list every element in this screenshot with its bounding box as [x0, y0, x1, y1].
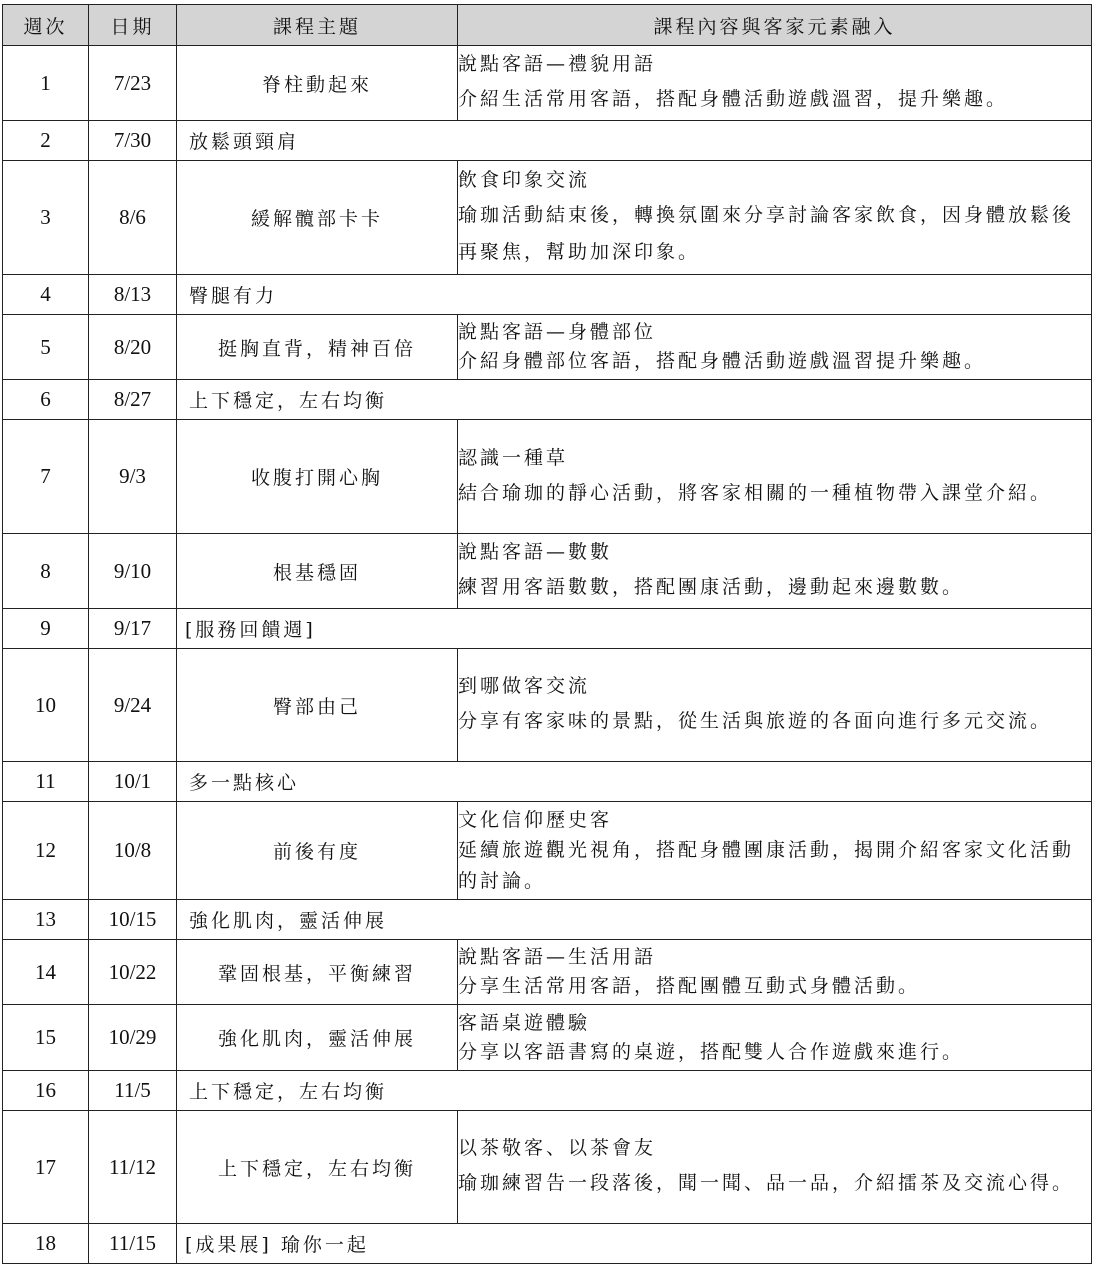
content-desc: 練習用客語數數，搭配團康活動，邊動起來邊數數。: [458, 576, 965, 598]
date-cell: 9/17: [89, 609, 177, 649]
date-cell: 9/24: [89, 649, 177, 762]
course-schedule-table: [2, 4, 1092, 1264]
date-cell: 11/15: [89, 1224, 177, 1264]
table-row: [3, 161, 1092, 275]
date-cell: 9/3: [89, 420, 177, 534]
table-row: [3, 1224, 1092, 1264]
content-cell: [458, 649, 1092, 762]
week-cell: 2: [3, 121, 89, 161]
week-cell: 5: [3, 315, 89, 380]
week-cell: 16: [3, 1071, 89, 1111]
content-cell: [458, 161, 1092, 275]
content-title: 文化信仰歷史客: [458, 808, 613, 831]
date-cell: 11/12: [89, 1111, 177, 1224]
table-row: [3, 315, 1092, 380]
date-cell: 10/1: [89, 762, 177, 802]
date-cell: 8/6: [89, 161, 177, 275]
week-cell: 10: [3, 649, 89, 762]
week-cell: 9: [3, 609, 89, 649]
topic-cell: 上下穩定，左右均衡: [177, 1071, 1092, 1111]
content-desc: 結合瑜珈的靜心活動，將客家相關的一種植物帶入課堂介紹。: [458, 481, 1053, 504]
date-cell: 7/23: [89, 46, 177, 121]
date-cell: 10/8: [89, 802, 177, 900]
content-cell: [458, 1111, 1092, 1224]
table-row: [3, 275, 1092, 315]
content-title: 飲食印象交流: [458, 169, 591, 191]
table-row: [3, 649, 1092, 762]
content-desc: 分享以客語書寫的桌遊，搭配雙人合作遊戲來進行。: [458, 1040, 965, 1063]
content-desc: 分享有客家味的景點，從生活與旅遊的各面向進行多元交流。: [458, 710, 1053, 732]
week-cell: 7: [3, 420, 89, 534]
content-cell: [458, 46, 1092, 121]
table-row: [3, 380, 1092, 420]
header-topic: 課程主題: [177, 5, 458, 46]
content-title: 以茶敬客、以茶會友: [458, 1137, 657, 1159]
week-cell: 6: [3, 380, 89, 420]
content-cell: [458, 1005, 1092, 1071]
table-row: [3, 121, 1092, 161]
content-title: 客語桌遊體驗: [458, 1011, 591, 1034]
week-cell: 14: [3, 940, 89, 1005]
week-cell: 18: [3, 1224, 89, 1264]
date-cell: 8/27: [89, 380, 177, 420]
content-desc: 瑜珈練習告一段落後，聞一聞、品一品，介紹擂茶及交流心得。: [458, 1172, 1075, 1194]
content-title: 說點客語—生活用語: [458, 946, 657, 968]
topic-cell: 鞏固根基，平衡練習: [177, 940, 458, 1005]
content-cell: [458, 315, 1092, 380]
date-cell: 10/22: [89, 940, 177, 1005]
content-desc: 介紹身體部位客語，搭配身體活動遊戲溫習提升樂趣。: [458, 350, 987, 372]
topic-cell: 緩解髖部卡卡: [177, 161, 458, 275]
header-content: 課程內容與客家元素融入: [458, 5, 1092, 46]
content-cell: [458, 940, 1092, 1005]
content-desc: 介紹生活常用客語，搭配身體活動遊戲溫習，提升樂趣。: [458, 88, 1009, 110]
topic-cell: [服務回饋週]: [177, 609, 1092, 649]
topic-cell: 臀腿有力: [177, 275, 1092, 315]
topic-cell: [成果展] 瑜你一起: [177, 1224, 1092, 1264]
content-title: 認識一種草: [458, 446, 569, 469]
topic-cell: 根基穩固: [177, 534, 458, 609]
table-row: [3, 46, 1092, 121]
date-cell: 10/15: [89, 900, 177, 940]
topic-cell: 收腹打開心胸: [177, 420, 458, 534]
topic-cell: 多一點核心: [177, 762, 1092, 802]
table-row: [3, 609, 1092, 649]
date-cell: 9/10: [89, 534, 177, 609]
table-row: [3, 762, 1092, 802]
table-row: [3, 1005, 1092, 1071]
topic-cell: 上下穩定，左右均衡: [177, 380, 1092, 420]
week-cell: 13: [3, 900, 89, 940]
content-cell: [458, 802, 1092, 900]
topic-cell: 強化肌肉，靈活伸展: [177, 900, 1092, 940]
week-cell: 3: [3, 161, 89, 275]
topic-cell: 脊柱動起來: [177, 46, 458, 121]
date-cell: 7/30: [89, 121, 177, 161]
content-cell: [458, 534, 1092, 609]
date-cell: 8/20: [89, 315, 177, 380]
date-cell: 8/13: [89, 275, 177, 315]
week-cell: 15: [3, 1005, 89, 1071]
content-desc: 延續旅遊觀光視角，搭配身體團康活動，揭開介紹客家文化活動的討論。: [458, 838, 1075, 892]
week-cell: 12: [3, 802, 89, 900]
date-cell: 11/5: [89, 1071, 177, 1111]
content-cell: [458, 420, 1092, 534]
content-title: 到哪做客交流: [458, 675, 591, 697]
week-cell: 11: [3, 762, 89, 802]
table-row: [3, 420, 1092, 534]
week-cell: 8: [3, 534, 89, 609]
topic-cell: 前後有度: [177, 802, 458, 900]
topic-cell: 挺胸直背，精神百倍: [177, 315, 458, 380]
table-row: [3, 534, 1092, 609]
topic-cell: 上下穩定，左右均衡: [177, 1111, 458, 1224]
table-row: [3, 900, 1092, 940]
table-row: [3, 802, 1092, 900]
table-row: [3, 1071, 1092, 1111]
topic-cell: 強化肌肉，靈活伸展: [177, 1005, 458, 1071]
date-cell: 10/29: [89, 1005, 177, 1071]
content-title: 說點客語—身體部位: [458, 321, 657, 343]
topic-cell: 放鬆頭頸肩: [177, 121, 1092, 161]
header-row: [3, 5, 1092, 46]
topic-cell: 臀部由己: [177, 649, 458, 762]
table-row: [3, 1111, 1092, 1224]
week-cell: 1: [3, 46, 89, 121]
content-desc: 分享生活常用客語，搭配團體互動式身體活動。: [458, 975, 921, 997]
header-week: 週次: [3, 5, 89, 46]
week-cell: 17: [3, 1111, 89, 1224]
week-cell: 4: [3, 275, 89, 315]
header-date: 日期: [89, 5, 177, 46]
content-title: 說點客語—數數: [458, 541, 613, 563]
content-title: 說點客語—禮貌用語: [458, 53, 657, 75]
content-desc: 瑜珈活動結束後，轉換氛圍來分享討論客家飲食，因身體放鬆後再聚焦，幫助加深印象。: [458, 204, 1075, 263]
table-row: [3, 940, 1092, 1005]
